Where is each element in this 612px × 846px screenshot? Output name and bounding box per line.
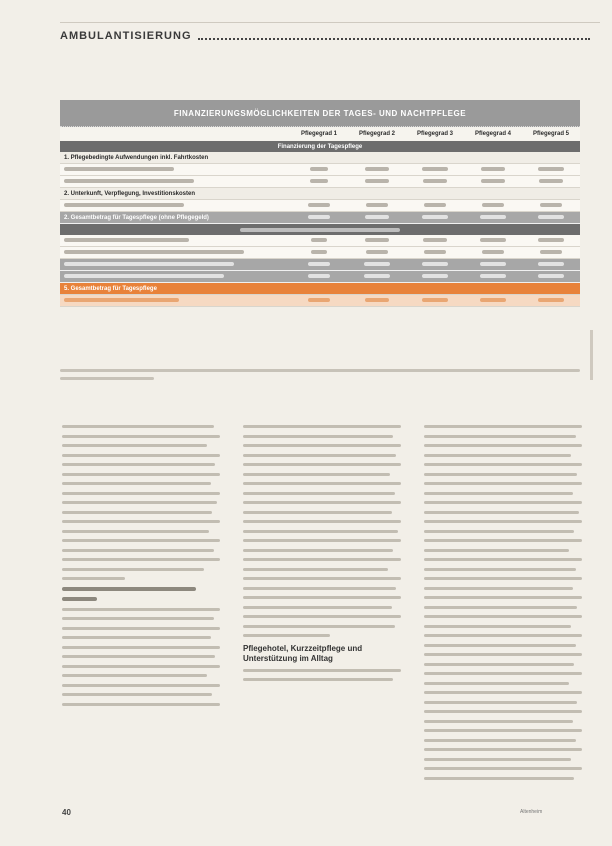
- cell: [464, 250, 522, 256]
- illegible-text: [423, 179, 447, 183]
- cell: [522, 167, 580, 173]
- illegible-text: [62, 627, 220, 630]
- illegible-text: [62, 597, 97, 601]
- illegible-text: [365, 298, 389, 302]
- illegible-text: [424, 203, 446, 207]
- table-subhead: Finanzierung der Tagespflege: [60, 141, 580, 152]
- illegible-text: [424, 454, 571, 457]
- cell: [406, 238, 464, 244]
- cell: [464, 274, 522, 280]
- illegible-text: [62, 665, 220, 668]
- cell: [290, 262, 348, 268]
- table-row: [60, 176, 580, 188]
- illegible-text: [424, 596, 582, 599]
- cell: [522, 179, 580, 185]
- cell: [348, 250, 406, 256]
- illegible-heading: [62, 587, 220, 602]
- illegible-text: [310, 167, 328, 171]
- col-header: Pflegegrad 3: [416, 131, 453, 137]
- illegible-text: [482, 250, 504, 254]
- illegible-text: [424, 549, 569, 552]
- row-label: [60, 203, 290, 209]
- illegible-text: [243, 568, 388, 571]
- illegible-text: [538, 298, 564, 302]
- illegible-text: [62, 684, 220, 687]
- illegible-text: [365, 238, 389, 242]
- illegible-text: [540, 250, 562, 254]
- illegible-text: [480, 298, 506, 302]
- illegible-text: [243, 511, 392, 514]
- col-header: Pflegegrad 2: [358, 131, 395, 137]
- column-heading: Pflegehotel, Kurzzeitpflege und Unterstützung im Alltag: [243, 643, 363, 663]
- illegible-text: [365, 167, 389, 171]
- illegible-text: [540, 203, 562, 207]
- cell: [522, 274, 580, 280]
- illegible-text: [243, 606, 392, 609]
- cell: [290, 274, 348, 280]
- illegible-text: [424, 558, 582, 561]
- cell: [406, 274, 464, 280]
- cell: [406, 215, 464, 221]
- illegible-text: [424, 615, 582, 618]
- illegible-text: [60, 377, 154, 380]
- illegible-text: [240, 228, 400, 232]
- illegible-text: [364, 262, 390, 266]
- highlight-label: 5. Gesamtbetrag für Tagespflege: [64, 285, 157, 292]
- cell: [464, 238, 522, 244]
- cell: [290, 298, 348, 304]
- illegible-text: [424, 729, 582, 732]
- cell: [348, 298, 406, 304]
- illegible-text: [538, 167, 564, 171]
- cell: [464, 179, 522, 185]
- illegible-text: [64, 238, 189, 242]
- illegible-text: [62, 473, 220, 476]
- illegible-text: [424, 425, 582, 428]
- illegible-text: [62, 636, 211, 639]
- illegible-text: [424, 482, 582, 485]
- illegible-text: [243, 463, 401, 466]
- illegible-text: [365, 215, 389, 219]
- illegible-text: [62, 646, 220, 649]
- group-label: 1. Pflegebedingte Aufwendungen inkl. Fahrtkosten: [64, 154, 209, 161]
- illegible-text: [481, 167, 505, 171]
- table-row: [60, 247, 580, 259]
- illegible-text: [480, 262, 506, 266]
- table-total-row: [60, 259, 580, 271]
- illegible-text: [538, 262, 564, 266]
- illegible-text: [308, 298, 330, 302]
- illegible-text: [424, 720, 573, 723]
- magazine-brand: Altenheim: [520, 809, 543, 815]
- illegible-text: [243, 539, 401, 542]
- illegible-text: [62, 530, 209, 533]
- table-row: [60, 235, 580, 247]
- table-highlight-row: [60, 283, 580, 295]
- illegible-text: [310, 179, 328, 183]
- top-rule: [60, 22, 600, 23]
- illegible-text: [62, 539, 220, 542]
- illegible-text: [62, 444, 207, 447]
- financing-table: [60, 100, 580, 307]
- illegible-text: [308, 203, 330, 207]
- illegible-text: [243, 596, 401, 599]
- illegible-text: [424, 473, 577, 476]
- illegible-text: [424, 492, 573, 495]
- illegible-text: [64, 262, 234, 266]
- illegible-text: [62, 520, 220, 523]
- cell: [522, 298, 580, 304]
- illegible-text: [424, 625, 571, 628]
- cell: [406, 250, 464, 256]
- illegible-text: [424, 606, 577, 609]
- illegible-text: [60, 369, 580, 372]
- col-header: Pflegegrad 1: [300, 131, 337, 137]
- illegible-text: [62, 617, 214, 620]
- table-subhead: [60, 224, 580, 235]
- table-row: [60, 164, 580, 176]
- cell: [406, 262, 464, 268]
- cell: [464, 262, 522, 268]
- cell: [348, 274, 406, 280]
- cell: [464, 298, 522, 304]
- illegible-text: [480, 238, 506, 242]
- illegible-text: [424, 539, 582, 542]
- illegible-text: [481, 179, 505, 183]
- illegible-text: [243, 482, 401, 485]
- illegible-text: [62, 693, 212, 696]
- article-column-1: [62, 425, 220, 712]
- illegible-text: [308, 262, 330, 266]
- illegible-text: [62, 703, 220, 706]
- illegible-text: [480, 215, 506, 219]
- illegible-text: [64, 167, 174, 171]
- illegible-text: [311, 238, 327, 242]
- illegible-text: [62, 655, 215, 658]
- total-label: 2. Gesamtbetrag für Tagespflege (ohne Pflegegeld): [64, 214, 209, 221]
- illegible-text: [422, 215, 448, 219]
- cell: [406, 203, 464, 209]
- cell: [522, 215, 580, 221]
- illegible-text: [424, 634, 582, 637]
- row-label: [60, 167, 290, 173]
- cell: [348, 203, 406, 209]
- cell: [406, 167, 464, 173]
- illegible-text: [62, 568, 204, 571]
- illegible-text: [424, 777, 574, 780]
- section-header: [60, 30, 590, 42]
- table-header-row: [60, 127, 580, 141]
- illegible-text: [243, 492, 395, 495]
- illegible-text: [424, 444, 582, 447]
- illegible-text: [62, 577, 125, 580]
- illegible-text: [62, 608, 220, 611]
- illegible-text: [64, 203, 184, 207]
- col-header: Pflegegrad 4: [474, 131, 511, 137]
- illegible-text: [243, 625, 395, 628]
- illegible-text: [64, 298, 179, 302]
- cell: [464, 167, 522, 173]
- cell: [290, 250, 348, 256]
- illegible-text: [424, 530, 574, 533]
- article-column-3: [424, 425, 582, 786]
- illegible-text: [243, 634, 330, 637]
- illegible-text: [308, 274, 330, 278]
- photo-credit: [590, 330, 593, 380]
- table-footnote: [60, 369, 580, 385]
- illegible-text: [243, 549, 393, 552]
- illegible-text: [424, 250, 446, 254]
- cell: [348, 167, 406, 173]
- illegible-text: [308, 215, 330, 219]
- illegible-text: [424, 691, 582, 694]
- cell: [522, 238, 580, 244]
- illegible-text: [364, 274, 390, 278]
- illegible-text: [62, 435, 220, 438]
- row-label: [60, 262, 290, 268]
- illegible-text: [243, 520, 401, 523]
- illegible-text: [62, 501, 217, 504]
- illegible-text: [64, 274, 224, 278]
- illegible-text: [243, 587, 396, 590]
- table-banner: FINANZIERUNGSMÖGLICHKEITEN DER TAGES- UND NACHTPFLEGE: [60, 100, 580, 127]
- illegible-text: [538, 274, 564, 278]
- illegible-text: [62, 425, 214, 428]
- illegible-text: [424, 577, 582, 580]
- illegible-text: [424, 739, 576, 742]
- illegible-text: [424, 710, 582, 713]
- illegible-text: [538, 238, 564, 242]
- illegible-text: [424, 653, 582, 656]
- illegible-text: [423, 238, 447, 242]
- illegible-text: [539, 179, 563, 183]
- cell: [290, 179, 348, 185]
- cell: [290, 203, 348, 209]
- illegible-text: [243, 678, 393, 681]
- illegible-text: [424, 644, 576, 647]
- cell: [290, 238, 348, 244]
- illegible-text: [64, 250, 244, 254]
- table-group-row: [60, 188, 580, 200]
- cell: [348, 215, 406, 221]
- illegible-text: [422, 274, 448, 278]
- cell: [464, 215, 522, 221]
- row-label: [60, 179, 290, 185]
- page-number: 40: [62, 808, 71, 817]
- illegible-text: [243, 444, 401, 447]
- illegible-text: [424, 701, 577, 704]
- illegible-text: [422, 262, 448, 266]
- illegible-text: [424, 511, 579, 514]
- illegible-text: [62, 454, 220, 457]
- cell: [464, 203, 522, 209]
- group-label: 2. Unterkunft, Verpflegung, Investitionskosten: [64, 190, 196, 197]
- illegible-text: [424, 435, 576, 438]
- illegible-text: [243, 454, 396, 457]
- illegible-text: [424, 663, 574, 666]
- illegible-text: [243, 473, 390, 476]
- illegible-text: [424, 682, 569, 685]
- illegible-text: [64, 179, 194, 183]
- cell: [406, 298, 464, 304]
- table-group-row: [60, 152, 580, 164]
- row-label: [60, 298, 290, 304]
- illegible-text: [422, 298, 448, 302]
- illegible-text: [366, 250, 388, 254]
- illegible-text: [243, 558, 401, 561]
- illegible-text: [424, 568, 576, 571]
- illegible-text: [480, 274, 506, 278]
- illegible-text: [424, 501, 582, 504]
- dotted-leader: [198, 32, 591, 40]
- illegible-text: [424, 758, 571, 761]
- illegible-text: [365, 179, 389, 183]
- illegible-text: [62, 463, 215, 466]
- cell: [348, 179, 406, 185]
- cell: [522, 203, 580, 209]
- illegible-text: [424, 587, 573, 590]
- illegible-text: [62, 549, 214, 552]
- illegible-text: [62, 482, 211, 485]
- table-total-row: [60, 212, 580, 224]
- cell: [348, 238, 406, 244]
- illegible-text: [424, 767, 582, 770]
- illegible-text: [311, 250, 327, 254]
- cell: [406, 179, 464, 185]
- table-total-row: [60, 271, 580, 283]
- illegible-text: [243, 435, 393, 438]
- illegible-text: [243, 669, 401, 672]
- article-column-2: [243, 425, 401, 688]
- cell: [290, 167, 348, 173]
- illegible-text: [62, 558, 220, 561]
- cell: [348, 262, 406, 268]
- illegible-text: [62, 674, 207, 677]
- illegible-text: [243, 425, 401, 428]
- row-label: [60, 238, 290, 244]
- illegible-text: [62, 511, 212, 514]
- col-header: Pflegegrad 5: [532, 131, 569, 137]
- illegible-text: [62, 587, 196, 591]
- table-row: [60, 200, 580, 212]
- illegible-text: [243, 615, 401, 618]
- illegible-text: [424, 672, 582, 675]
- illegible-text: [243, 530, 398, 533]
- section-title: AMBULANTISIERUNG: [60, 30, 192, 42]
- table-row: [60, 295, 580, 307]
- illegible-text: [62, 492, 220, 495]
- illegible-text: [243, 577, 401, 580]
- illegible-text: [243, 501, 401, 504]
- row-label: [60, 274, 290, 280]
- illegible-text: [422, 167, 448, 171]
- cell: [290, 215, 348, 221]
- illegible-text: [424, 748, 582, 751]
- illegible-text: [538, 215, 564, 219]
- illegible-text: [482, 203, 504, 207]
- row-label: [60, 250, 290, 256]
- illegible-text: [424, 463, 582, 466]
- illegible-text: [424, 520, 582, 523]
- illegible-text: [366, 203, 388, 207]
- cell: [522, 262, 580, 268]
- cell: [522, 250, 580, 256]
